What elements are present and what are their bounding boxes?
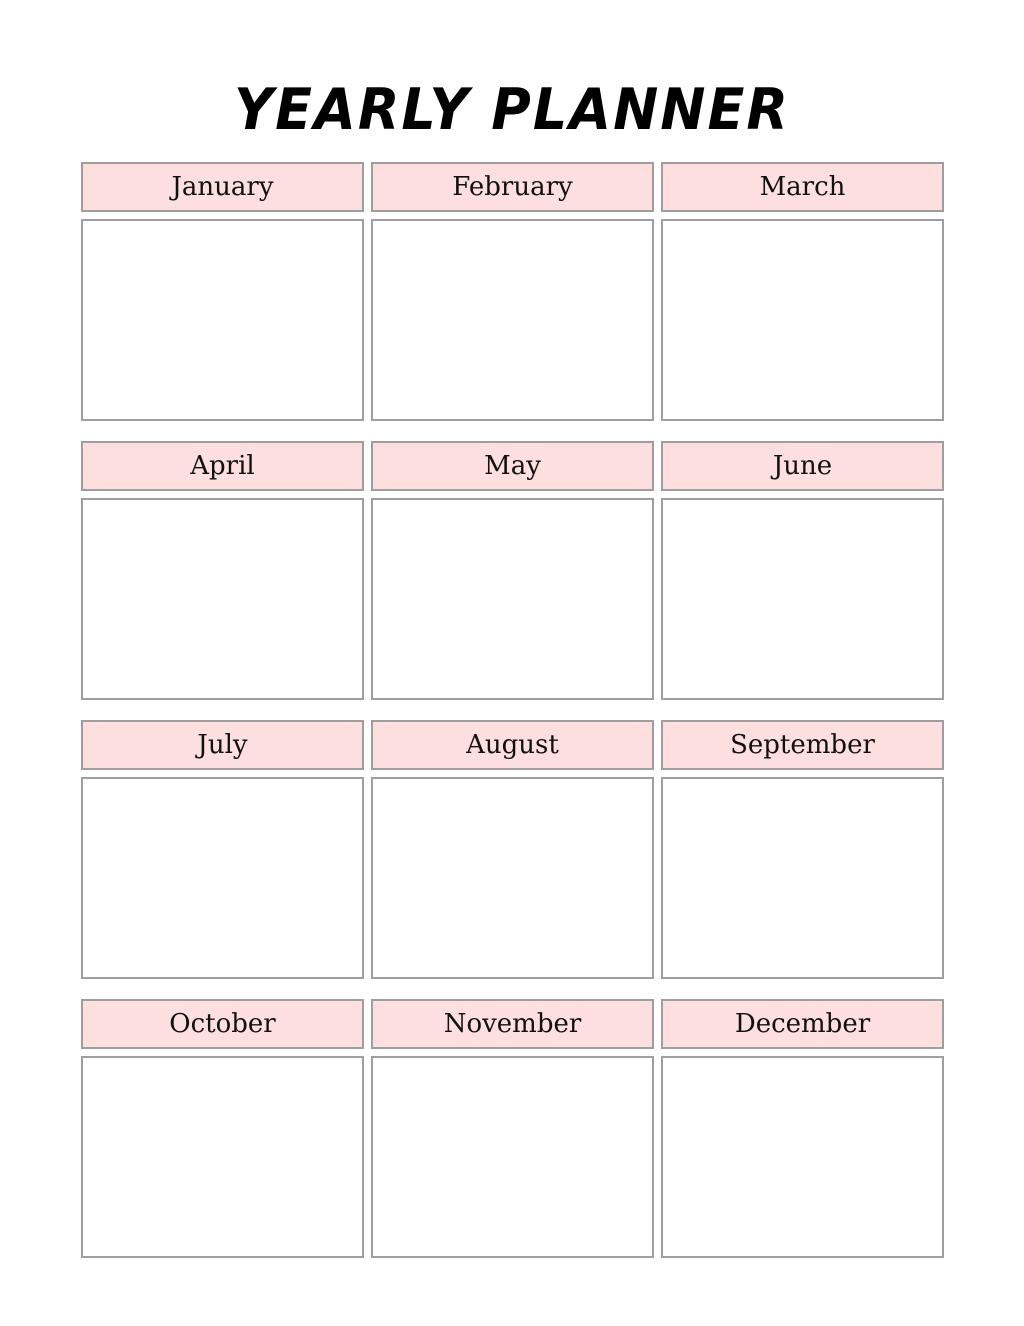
- month-notes-box[interactable]: [661, 498, 944, 700]
- month-notes-box[interactable]: [371, 777, 654, 979]
- month-august: [371, 720, 654, 979]
- month-header: December: [661, 999, 944, 1049]
- month-october: [81, 999, 364, 1258]
- month-november: [371, 999, 654, 1258]
- month-notes-box[interactable]: [661, 1056, 944, 1258]
- month-grid: [81, 162, 943, 1258]
- month-header: July: [81, 720, 364, 770]
- month-january: [81, 162, 364, 421]
- month-notes-box[interactable]: [661, 219, 944, 421]
- month-header: May: [371, 441, 654, 491]
- page-title: YEARLY PLANNER: [234, 76, 790, 143]
- month-header: June: [661, 441, 944, 491]
- month-march: [661, 162, 944, 421]
- month-notes-box[interactable]: [81, 498, 364, 700]
- month-notes-box[interactable]: [81, 1056, 364, 1258]
- month-notes-box[interactable]: [371, 1056, 654, 1258]
- month-july: [81, 720, 364, 979]
- month-may: [371, 441, 654, 700]
- month-notes-box[interactable]: [81, 219, 364, 421]
- month-header: March: [661, 162, 944, 212]
- month-notes-box[interactable]: [371, 219, 654, 421]
- month-april: [81, 441, 364, 700]
- month-june: [661, 441, 944, 700]
- month-header: February: [371, 162, 654, 212]
- month-header: August: [371, 720, 654, 770]
- month-notes-box[interactable]: [81, 777, 364, 979]
- month-notes-box[interactable]: [661, 777, 944, 979]
- month-february: [371, 162, 654, 421]
- month-september: [661, 720, 944, 979]
- month-december: [661, 999, 944, 1258]
- month-notes-box[interactable]: [371, 498, 654, 700]
- month-header: November: [371, 999, 654, 1049]
- month-header: January: [81, 162, 364, 212]
- month-header: October: [81, 999, 364, 1049]
- month-header: April: [81, 441, 364, 491]
- month-header: September: [661, 720, 944, 770]
